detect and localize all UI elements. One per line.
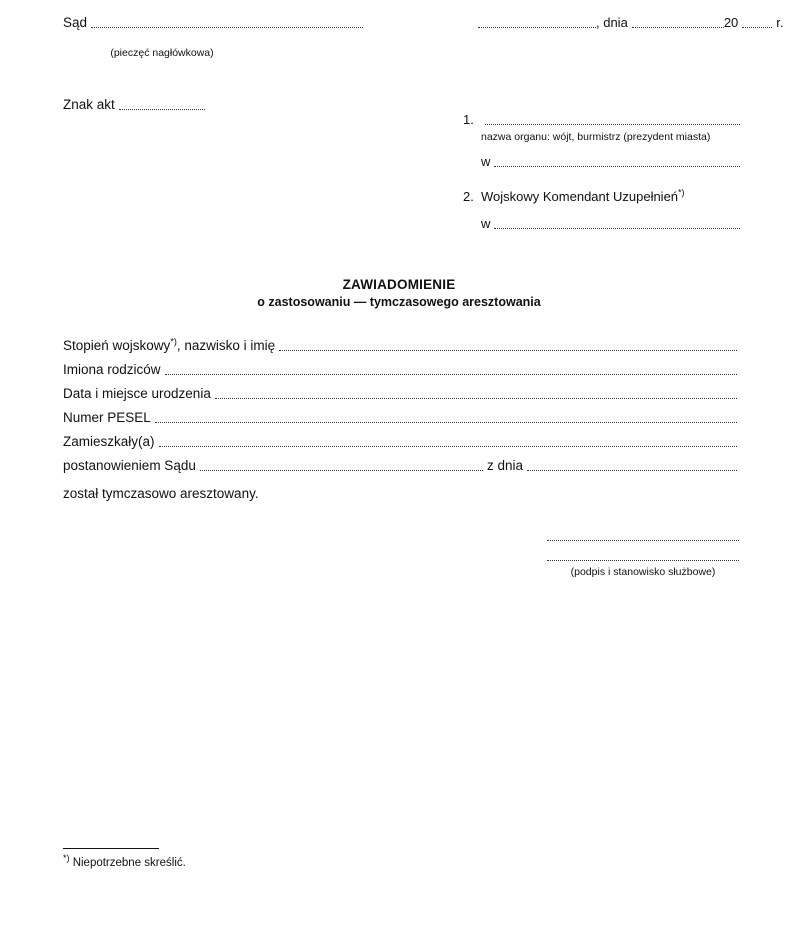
field-input-court-decision[interactable] <box>200 470 483 471</box>
footnote-mark: *) <box>63 853 70 864</box>
addressee-2-text: Wojskowy Komendant Uzupełnień*) <box>481 187 685 204</box>
addressee-1-number: 1. <box>463 112 474 127</box>
addressee-2-number: 2. <box>463 189 474 204</box>
form-fields-block <box>63 331 737 509</box>
signature-block <box>547 540 739 579</box>
year-prefix-label: 20 <box>723 15 739 30</box>
field-input-pesel[interactable] <box>155 422 737 423</box>
addressee-item-1 <box>463 110 740 129</box>
field-rank-footnote-mark: *) <box>170 336 177 347</box>
addressee-1-city-label: w <box>481 154 491 169</box>
field-input-rank-name[interactable] <box>279 350 737 351</box>
stamp-caption: (pieczęć nagłówkowa) <box>110 47 214 59</box>
signature-input-line-1[interactable] <box>547 540 739 541</box>
addressee-block <box>463 110 740 233</box>
case-number-label: Znak akt <box>63 97 115 112</box>
field-label-parents-names: Imiona rodziców <box>63 362 161 377</box>
field-label-pesel: Numer PESEL <box>63 410 151 425</box>
field-input-parents-names[interactable] <box>165 374 737 375</box>
court-name-input[interactable] <box>91 27 363 28</box>
year-suffix-label: r. <box>776 15 784 30</box>
day-month-input[interactable] <box>632 27 724 28</box>
signature-caption: (podpis i stanowisko służbowe) <box>570 566 716 578</box>
field-label-rank-name: Stopień wojskowy*), nazwisko i imię <box>63 336 276 353</box>
statement-text: został tymczasowo aresztowany. <box>63 486 259 501</box>
field-input-birth[interactable] <box>215 398 737 399</box>
addressee-2-city-row <box>481 215 740 233</box>
case-number-row <box>63 96 263 114</box>
field-row-pesel <box>63 403 737 427</box>
addressee-1-input[interactable] <box>485 124 740 125</box>
field-row-birth <box>63 379 737 403</box>
page-title: ZAWIADOMIENIE <box>342 277 456 292</box>
field-row-address <box>63 427 737 451</box>
field-row-court-decision <box>63 451 737 475</box>
footnote-text: *) Niepotrzebne skreślić. <box>63 853 186 869</box>
stamp-row <box>63 46 363 60</box>
date-line-row <box>478 14 784 32</box>
addressee-2-city-input[interactable] <box>494 228 740 229</box>
addressee-2-city-label: w <box>481 216 491 231</box>
document-title-block <box>0 276 798 311</box>
court-label: Sąd <box>63 15 88 30</box>
year-input[interactable] <box>742 27 772 28</box>
footnote-block <box>63 848 363 871</box>
page-subtitle: o zastosowaniu — tymczasowego aresztowania <box>257 295 541 309</box>
field-label-decision-date: z dnia <box>486 458 523 473</box>
court-name-row <box>63 14 363 32</box>
addressee-1-caption: nazwa organu: wójt, burmistrz (prezydent miasta) <box>481 131 711 143</box>
field-row-rank-name <box>63 331 737 355</box>
field-row-parents-names <box>63 355 737 379</box>
signature-input-line-2[interactable] <box>547 560 739 561</box>
place-input[interactable] <box>478 27 596 28</box>
footnote-divider <box>63 848 159 849</box>
addressee-2-footnote-mark: *) <box>678 187 685 198</box>
field-label-birth: Data i miejsce urodzenia <box>63 386 211 401</box>
addressee-1-city-row <box>481 153 740 171</box>
field-label-address: Zamieszkały(a) <box>63 434 155 449</box>
header-left-block <box>63 14 363 60</box>
field-input-decision-date[interactable] <box>527 470 737 471</box>
addressee-item-2 <box>463 187 740 206</box>
field-label-court-decision: postanowieniem Sądu <box>63 458 196 473</box>
field-input-address[interactable] <box>159 446 737 447</box>
date-separator-label: , dnia <box>596 15 628 30</box>
case-number-input[interactable] <box>119 109 205 110</box>
addressee-1-city-input[interactable] <box>494 166 740 167</box>
